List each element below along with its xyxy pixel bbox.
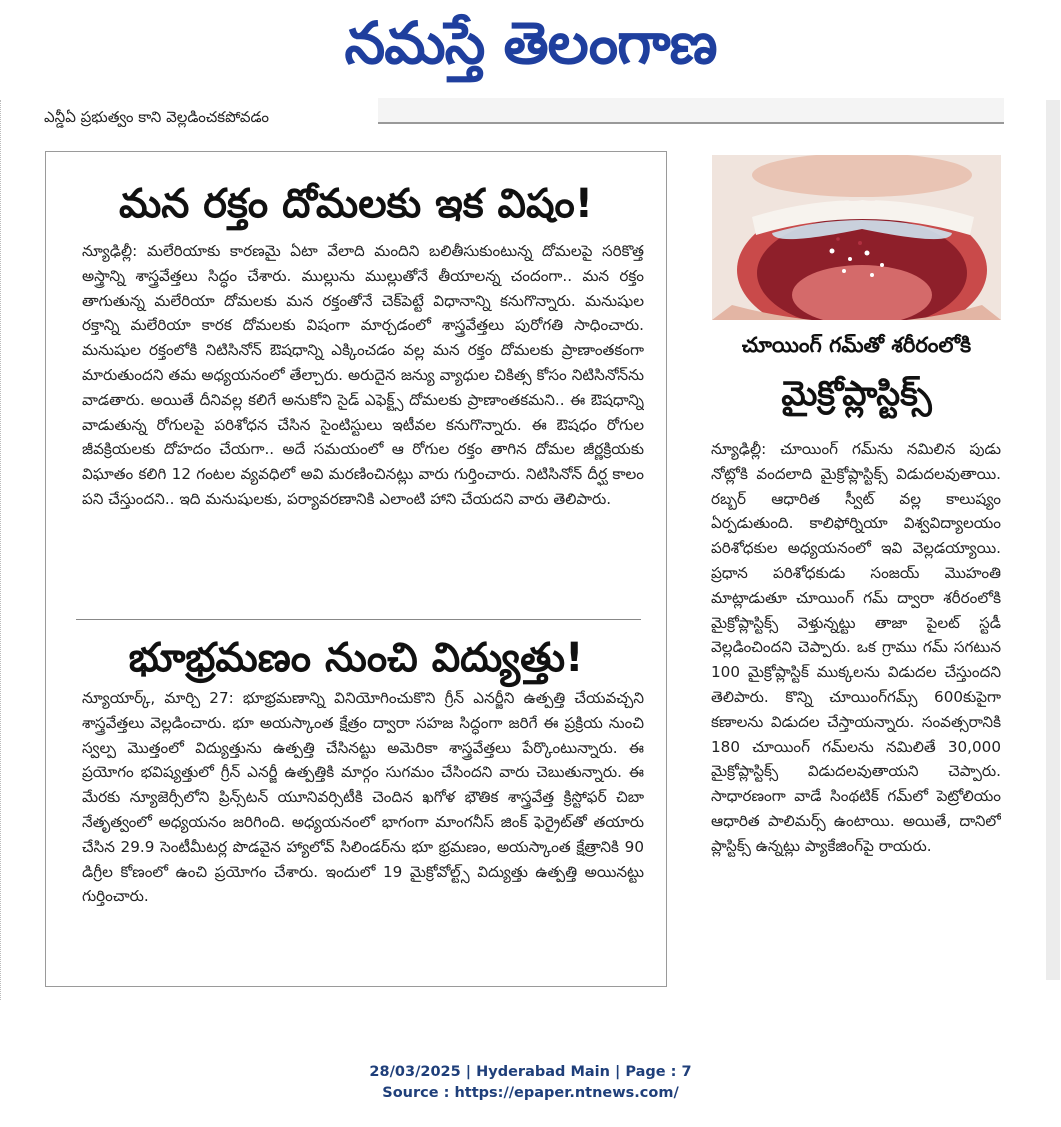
masthead — [0, 0, 1061, 90]
page-edge-divider — [0, 100, 5, 1000]
previous-article-fragment: ఎన్డీఏ ప్రభుత్వం కాని వెల్లడించకపోవడం — [44, 108, 270, 126]
article-headline-microplastics: మైక్రోప్లాస్టిక్స్ — [781, 374, 932, 414]
article-headline-electricity: భూభ్రమణం నుంచి విద్యుత్తు! — [128, 635, 584, 681]
article-headline-mosquito: మన రక్తం దోమలకు ఇక విషం! — [118, 181, 594, 227]
mouth-illustration — [712, 155, 1001, 320]
newspaper-logo: నమస్తే తెలంగాణ — [344, 9, 717, 77]
page-footer — [0, 1062, 1061, 1104]
previous-article-strip — [378, 98, 1004, 124]
footer-date-edition: 28/03/2025 | Hyderabad Main | Page : 7 — [369, 1064, 692, 1080]
article-body-mosquito: న్యూఢిల్లీ: మలేరియాకు కారణమై ఏటా వేలాది మందిని బలితీసుకుంటున్న దోమలపై సరికొత్త అస్త్రాన్ని శాస్త్రవేత్తలు సిద్ధం చేశారు. ముల్లును ముల్లుతోనే తీయాలన్న చందంగా.. మన రక్తం తాగుతున్న మలేరియా దోమలకు మన రక్తంతోనే చెక్‌పెట్టే విధానాన్ని కనుగొన్నారు. మనుషుల రక్తాన్ని మలేరియా కారక దోమలకు విషంగా మార్చడంలో శాస్త్రవేత్తలు పురోగతి సాధించారు. మనుషుల రక్తంలోకి నిటిసినోన్ ఔషధాన్ని ఎక్కించడం వల్ల మన రక్తం దోమలకు ప్రాణాంతకంగా మారుతుందని తమ అధ్యయనంలో తేల్చారు. అరుదైన జన్యు వ్యాధుల చికిత్స కోసం నిటిసినోన్‌ను వాడతారు. అయితే దీనివల్ల కలిగే అనుకోని సైడ్ ఎఫెక్ట్స్ దోమలకు ప్రాణాంతకమని.. ఈ ఔషధాన్ని వాడుతున్న రోగులపై పరిశోధన చేసిన సైంటిస్టులు ఇటీవల కనుగొన్నారు. ఈ ఔషధం రోగుల జీవక్రియలకు దోహదం చేయగా.. అదే సమయంలో ఆ రోగుల రక్తం తాగిన దోమల జీర్ణక్రియకు విఘాతం కలిగి 12 గంటల వ్యవధిలో అవి మరణించినట్లు వారు గుర్తించారు. నిటిసినోన్ దీర్ఘ కాలం పని చేస్తుందని.. ఇది మనుషులకు, పర్యావరణానికి ఎలాంటి హాని చేయదని వారు తెలిపారు. — [82, 242, 644, 508]
chewing-gum-mouth-photo — [712, 155, 1001, 320]
footer-source[interactable]: Source : https://epaper.ntnews.com/ — [382, 1085, 679, 1101]
article-divider — [76, 619, 641, 620]
page-edge-strip — [1046, 100, 1060, 980]
article-body-electricity: న్యూయార్క్, మార్చి 27: భూభ్రమణాన్ని వినియోగించుకొని గ్రీన్ ఎనర్జీని ఉత్పత్తి చేయవచ్చని శాస్త్రవేత్తలు వెల్లడించారు. భూ అయస్కాంత క్షేత్రం ద్వారా సహజ సిద్ధంగా జరిగే ఈ ప్రక్రియ నుంచి స్వల్ప మొత్తంలో విద్యుత్తును ఉత్పత్తి చేసినట్టు అమెరికా శాస్త్రవేత్తలు పేర్కొంటున్నారు. ఈ ప్రయోగం భవిష్యత్తులో గ్రీన్ ఎనర్జీ ఉత్పత్తికి మార్గం సుగమం చేసిందని వారు చెబుతున్నారు. ఈ మేరకు న్యూజెర్సీలోని ప్రిన్స్‌టన్ యూనివర్సిటీకి చెందిన ఖగోళ భౌతిక శాస్త్రవేత్త క్రిస్టోఫర్ చిబా నేతృత్వంలో అధ్యయనం జరిగింది. అధ్యయనంలో భాగంగా మాంగనీస్ జింక్ ఫెర్రైట్‌తో తయారు చేసిన 29.9 సెంటీమీటర్ల పొడవైన హ్యాలోవ్ సిలిండర్‌ను భూ భ్రమణం, అయస్కాంత క్షేత్రానికి 90 డిగ్రీల కోణంలో ఉంచి ప్రయోగం చేశారు. ఇందులో 19 మైక్రోవోల్ట్స్ విద్యుత్తు ఉత్పత్తి అయినట్టు గుర్తించారు. — [82, 689, 644, 906]
article-subheadline-microplastics: చూయింగ్ గమ్‌తో శరీరంలోకి — [741, 333, 972, 357]
article-body-microplastics: న్యూఢిల్లీ: చూయింగ్ గమ్‌ను నమిలిన పుడు నోట్లోకి వందలాది మైక్రోప్లాస్టిక్స్ విడుదలవుతాయి. రబ్బర్ ఆధారిత స్వీట్ వల్ల కాలుష్యం ఏర్పడుతుంది. కాలిఫోర్నియా విశ్వవిద్యాలయం పరిశోధకుల అధ్యయనంలో ఇవి వెల్లడయ్యాయి. ప్రధాన పరిశోధకుడు సంజయ్ మొహంతి మాట్లాడుతూ చూయింగ్ గమ్ ద్వారా శరీరంలోకి మైక్రోప్లాస్టిక్స్ వెళ్తున్నట్టు తాజా పైలట్ స్టడీ వెల్లడించిందని చెప్పారు. ఒక గ్రాము గమ్ సగటున 100 మైక్రోప్లాస్టిక్ ముక్కలను విడుదల చేస్తుందని తెలిపారు. కొన్ని చూయింగ్‌గమ్స్ 600కుపైగా కణాలను విడుదల చేస్తాయన్నారు. సంవత్సరానికి 180 చూయింగ్ గమ్‌లను నమిలితే 30,000 మైక్రోప్లాస్టిక్స్ విడుదలవుతాయని చెప్పారు. సాధారణంగా వాడే సింథటిక్ గమ్‌లో పెట్రోలియం ఆధారిత పాలిమర్స్ ఉంటాయి. అయితే, దానిలో ప్లాస్టిక్స్ ఉన్నట్లు ప్యాకేజింగ్‌పై రాయరు. — [711, 440, 1001, 855]
